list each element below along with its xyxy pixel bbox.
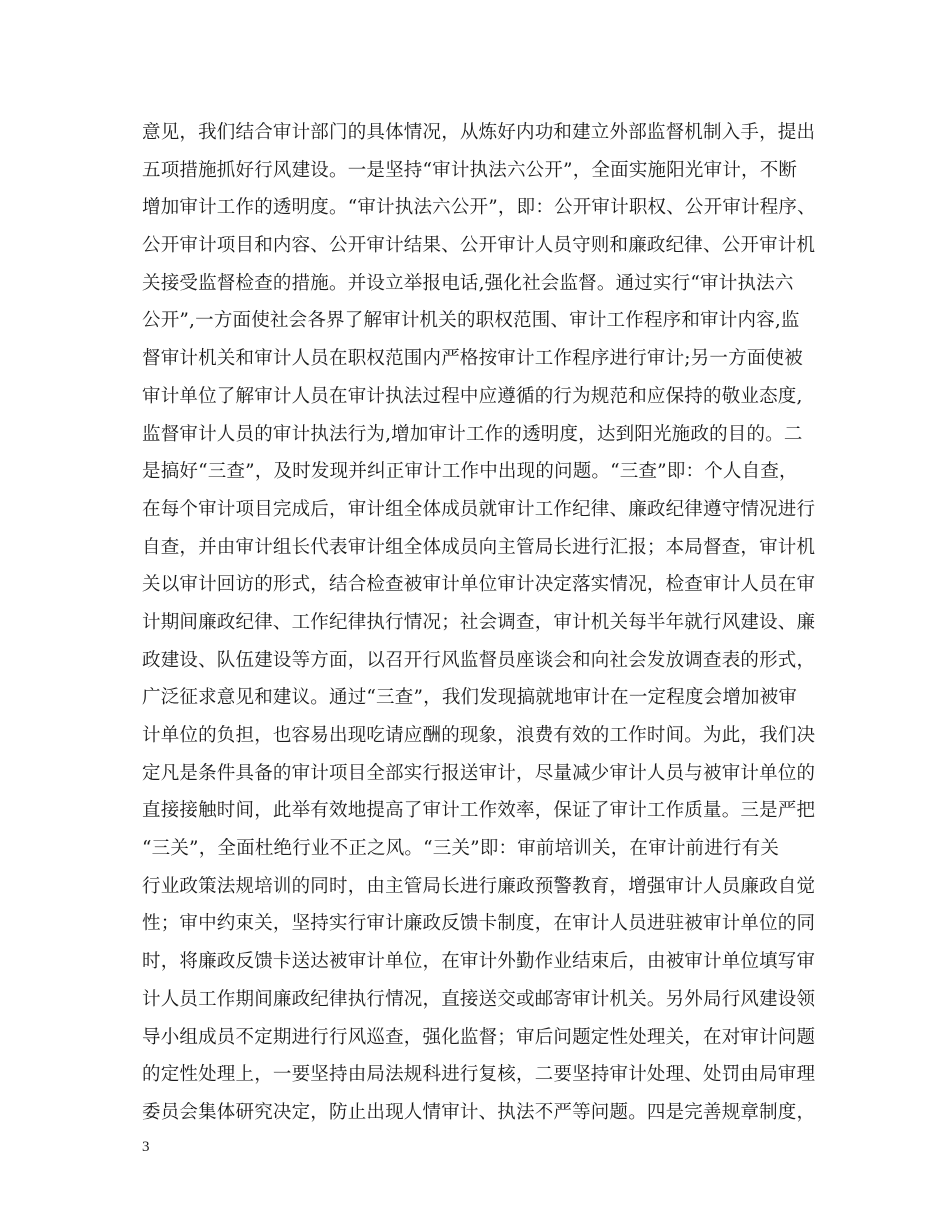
text-line: 政建设、队伍建设等方面，以召开行风监督员座谈会和向社会发放调查表的形式， <box>142 649 816 671</box>
text-line: 计人员工作期间廉政纪律执行情况，直接送交或邮寄审计机关。另外局行风建设领 <box>142 988 816 1010</box>
text-line: 意见，我们结合审计部门的具体情况，从炼好内功和建立外部监督机制入手，提出 <box>142 122 816 143</box>
text-line: 性；审中约束关，坚持实行审计廉政反馈卡制度，在审计人员进驻被审计单位的同 <box>142 913 816 935</box>
text-line: 五项措施抓好行风建设。一是坚持“审计执法六公开”，全面实施阳光审计，不断 <box>142 159 798 181</box>
text-line: 审计单位了解审计人员在审计执法过程中应遵循的行为规范和应保持的敬业态度, <box>142 385 803 407</box>
text-line: 时，将廉政反馈卡送达被审计单位，在审计外勤作业结束后，由被审计单位填写审 <box>142 951 816 973</box>
text-line: 导小组成员不定期进行行风巡查，强化监督；审后问题定性处理关，在对审计问题 <box>142 1026 816 1048</box>
text-line: 公开”,一方面使社会各界了解审计机关的职权范围、审计工作程序和审计内容,监 <box>142 310 800 332</box>
text-line: 增加审计工作的透明度。“审计执法六公开”，即：公开审计职权、公开审计程序、 <box>142 197 816 219</box>
text-line: 行业政策法规培训的同时，由主管局长进行廉政预警教育，增强审计人员廉政自觉 <box>142 875 816 897</box>
text-line: 的定性处理上，一要坚持由局法规科进行复核，二要坚持审计处理、处罚由局审理 <box>142 1064 816 1086</box>
text-line: 是搞好“三查”，及时发现并纠正审计工作中出现的问题。“三查”即：个人自查， <box>142 461 798 483</box>
text-line: 关接受监督检查的措施。并设立举报电话,强化社会监督。通过实行“审计执法六 <box>142 272 794 294</box>
text-line: 督审计机关和审计人员在职权范围内严格按审计工作程序进行审计;另一方面使被 <box>142 348 803 370</box>
text-line: 计单位的负担，也容易出现吃请应酬的现象，浪费有效的工作时间。为此，我们决 <box>142 725 816 746</box>
text-line: “三关”，全面杜绝行业不正之风。“三关”即：审前培训关，在审计前进行有关 <box>142 838 780 860</box>
text-line: 公开审计项目和内容、公开审计结果、公开审计人员守则和廉政纪律、公开审计机 <box>142 235 816 257</box>
text-line: 在每个审计项目完成后，审计组全体成员就审计工作纪律、廉政纪律遵守情况进行 <box>142 498 816 520</box>
text-line: 监督审计人员的审计执法行为,增加审计工作的透明度，达到阳光施政的目的。二 <box>142 423 803 445</box>
text-line: 直接接触时间，此举有效地提高了审计工作效率，保证了审计工作质量。三是严把 <box>142 800 816 822</box>
text-line: 关以审计回访的形式，结合检查被审计单位审计决定落实情况，检查审计人员在审 <box>142 574 816 596</box>
text-line: 自查，并由审计组长代表审计组全体成员向主管局长进行汇报；本局督查，审计机 <box>142 536 816 558</box>
body-text <box>142 114 842 1132</box>
text-line: 广泛征求意见和建议。通过“三查”，我们发现搞就地审计在一定程度会增加被审 <box>142 687 798 709</box>
text-line: 定凡是条件具备的审计项目全部实行报送审计，尽量减少审计人员与被审计单位的 <box>142 762 816 784</box>
text-line: 计期间廉政纪律、工作纪律执行情况；社会调查，审计机关每半年就行风建设、廉 <box>142 611 816 633</box>
text-line: 委员会集体研究决定，防止出现人情审计、执法不严等问题。四是完善规章制度， <box>142 1101 816 1123</box>
page-number: 3 <box>142 1139 150 1155</box>
